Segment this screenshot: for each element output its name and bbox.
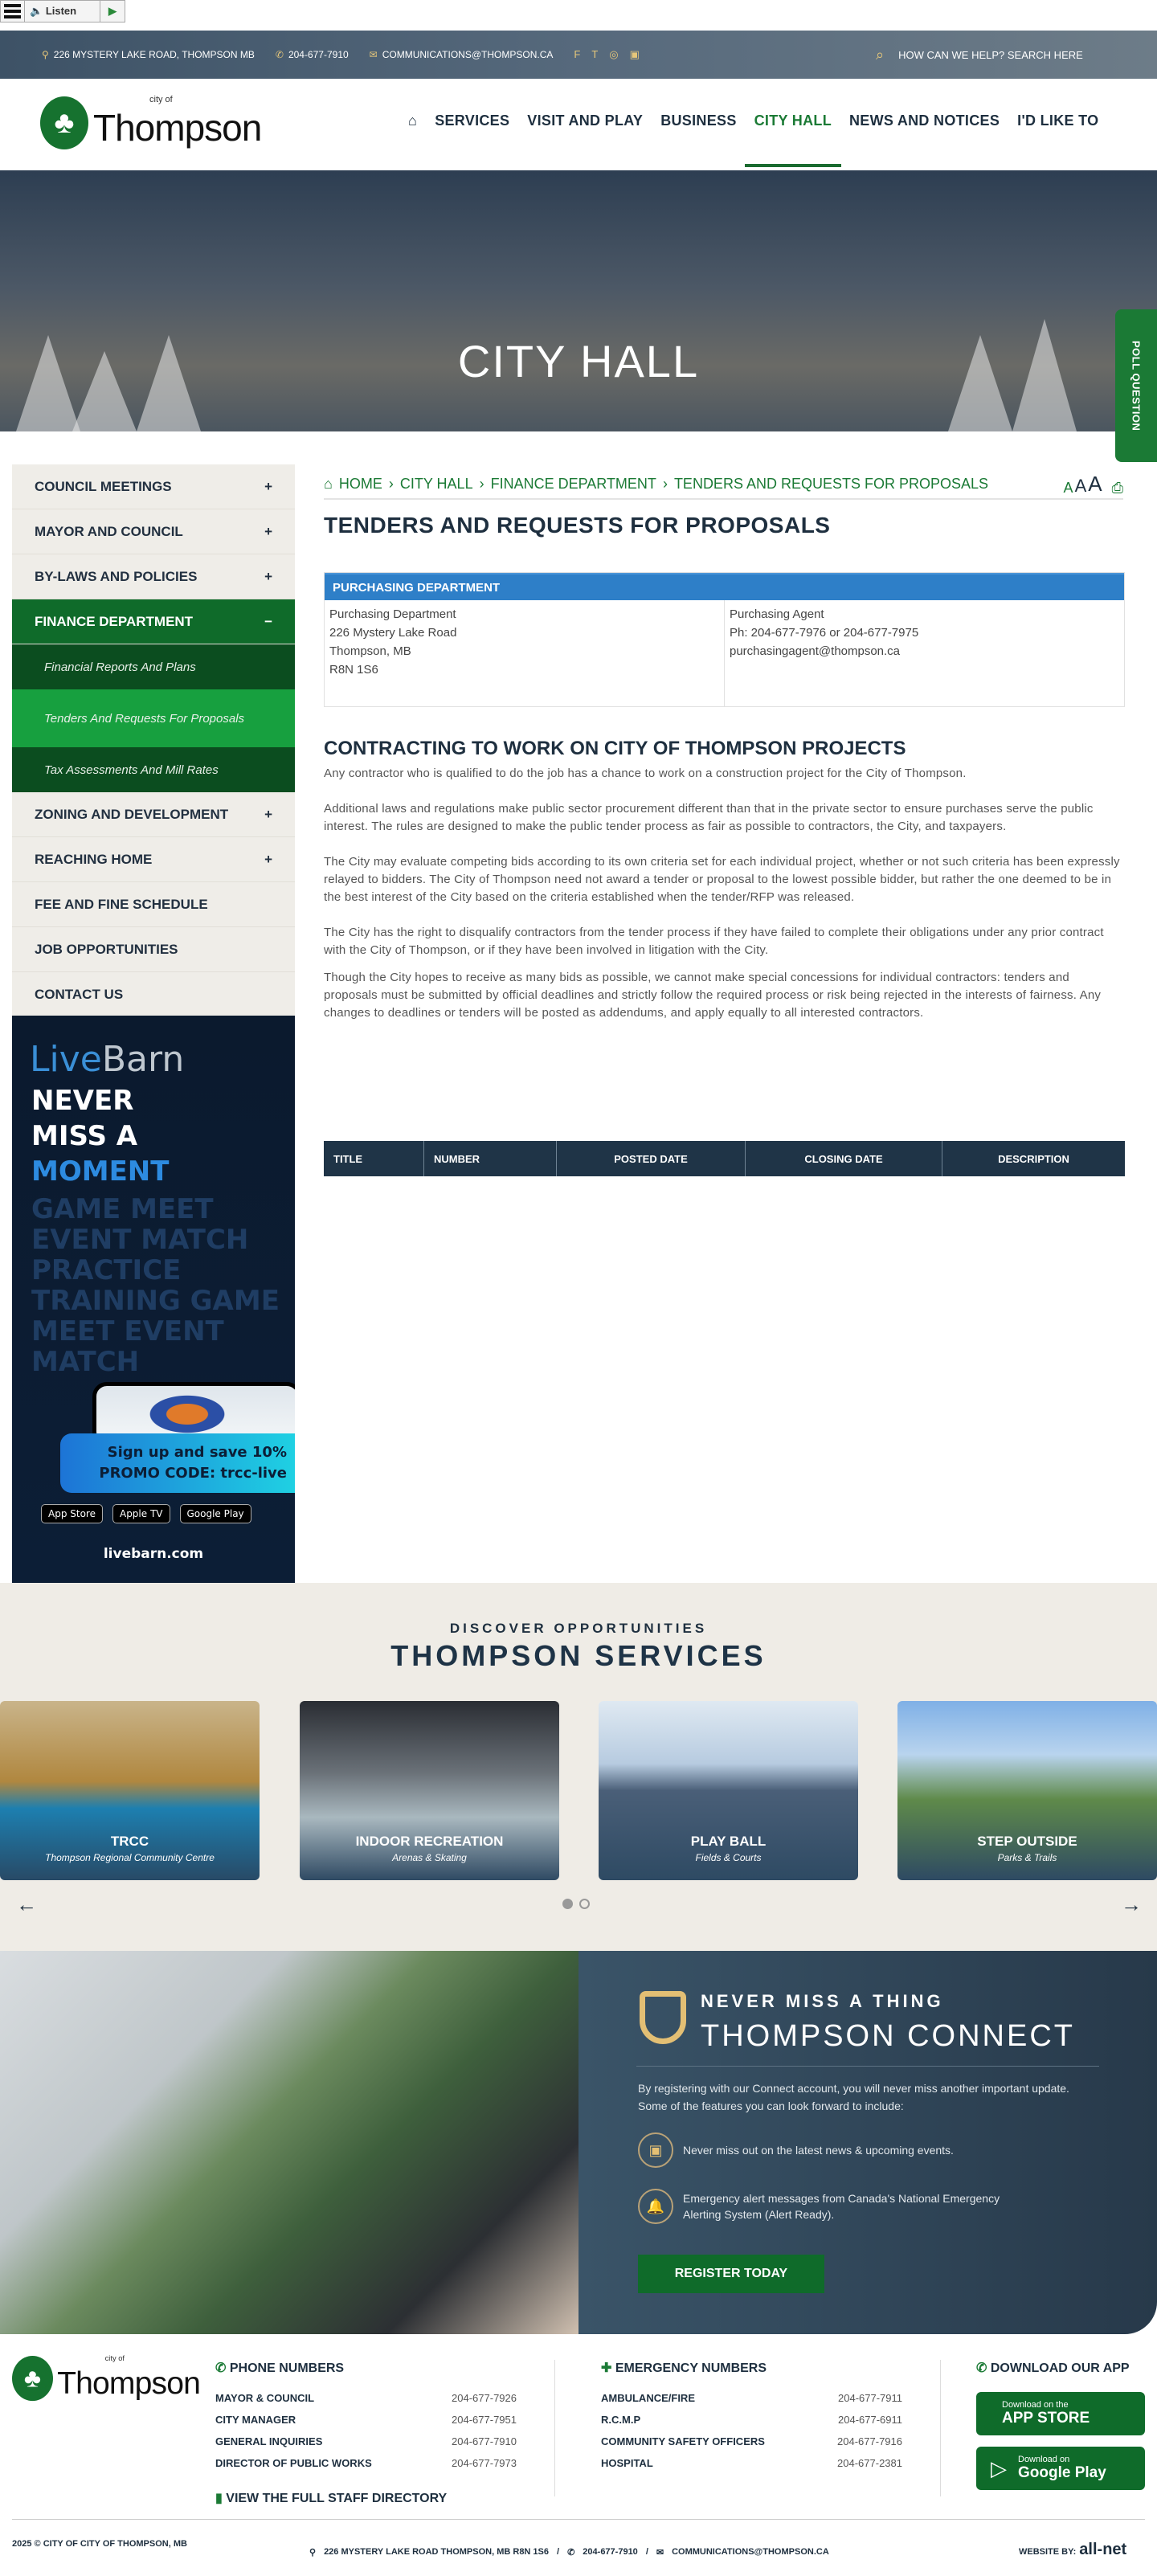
livebarn-logo: LiveBarn xyxy=(30,1039,185,1080)
carousel-dot-2[interactable] xyxy=(579,1899,590,1909)
sidebar-item-zoning[interactable]: ZONING AND DEVELOPMENT + xyxy=(12,792,295,837)
nav-city-hall[interactable]: CITY HALL xyxy=(754,112,832,129)
copyright: 2025 © CITY OF CITY OF THOMPSON, MB xyxy=(12,2539,187,2549)
flickr-icon[interactable]: ▣ xyxy=(629,48,640,60)
body-text: Any contractor who is qualified to do the job has a chance to work on a construction project for the City of Thompson. Additional laws and regulations make public sector procurement different than that in the private sector to ensure purchases serve the public interest. The rules are designed to make the public tender process as fair as possible to contractors, the City, and taxpayers. The City may evaluate competing bids according to its own criteria set for each individual project, whether or not such criteria has been expressly relayed to bidders. The City of Thompson need not award a tender or proposal to the lowest possible bidder, but rather the one deemed to be in the best interest of the City based on the criteria established when the tender/RFP was released. The City has the right to disqualify contractors from the tender process if they have failed to complete their obligations under any prior contract with the City of Thompson, or if they have been involved in litigation with the City. Though the City hopes to receive as many bids as possible, we cannot make special concessions for individual contractors: tenders and proposals must be submitted by official deadlines and strictly follow the required process or risk being rejected in the interests of fairness. Any changes to deadlines or tenders will be posted as addendums, and apply equally to all interested contractors. xyxy=(324,767,1120,1020)
plus-icon[interactable]: + xyxy=(264,478,272,494)
calendar-icon: ▣ xyxy=(638,2132,673,2168)
breadcrumb-current: TENDERS AND REQUESTS FOR PROPOSALS xyxy=(673,475,989,492)
shield-icon xyxy=(640,1991,686,2044)
play-icon[interactable]: ▶ xyxy=(108,5,117,17)
font-medium-button[interactable]: A xyxy=(1074,475,1087,496)
purchasing-contact-table: PURCHASING DEPARTMENT Purchasing Department 226 Mystery Lake Road Thompson, MB R8N 1S6 Purchasing Agent Ph: 204-677-7976 or 204-677-7975 purchasingagent@thompson.ca xyxy=(324,572,1125,707)
page-title: TENDERS AND REQUESTS FOR PROPOSALS xyxy=(324,513,831,538)
register-today-button[interactable]: REGISTER TODAY xyxy=(638,2255,824,2293)
print-icon[interactable]: ⎙ xyxy=(1111,479,1123,496)
facebook-icon[interactable]: F xyxy=(574,48,581,60)
service-card-indoor-recreation[interactable]: INDOOR RECREATION Arenas & Skating xyxy=(300,1701,559,1880)
sidebar-item-by-laws[interactable]: BY-LAWS AND POLICIES + xyxy=(12,554,295,599)
instagram-icon[interactable]: ◎ xyxy=(609,48,619,60)
phone-link[interactable]: ✆ 204-677-7910 xyxy=(275,49,349,60)
thompson-connect-section: NEVER MISS A THING THOMPSON CONNECT By registering with our Connect account, you will never miss another important update. Some of the features you can look forward to include: ▣ Never miss out on the latest news & upcoming events. 🔔 Emergency alert messages from Canada's National Emergency Alerting System (Alert Ready). REGISTER TODAY xyxy=(578,1951,1157,2334)
sidebar-item-contact-us[interactable]: CONTACT US xyxy=(12,972,295,1017)
column-title[interactable]: TITLE xyxy=(324,1141,424,1176)
column-posted-date[interactable]: POSTED DATE xyxy=(557,1141,746,1176)
footer-logo[interactable]: ♣ city of Thompson xyxy=(12,2356,200,2401)
envelope-icon: ✉ xyxy=(369,49,378,60)
website-credit[interactable]: WEBSITE BY: all-net xyxy=(1019,2541,1127,2558)
arrow-right-icon[interactable]: → xyxy=(1121,1892,1142,1916)
tree-logo-icon: ♣ xyxy=(12,2356,53,2401)
arrow-left-icon[interactable]: ← xyxy=(16,1892,37,1916)
menu-icon[interactable] xyxy=(1,1,25,22)
map-pin-icon: ⚲ xyxy=(42,49,49,60)
sidebar-item-mayor-and-council[interactable]: MAYOR AND COUNCIL + xyxy=(12,509,295,554)
plus-icon[interactable]: + xyxy=(264,523,272,539)
sidebar-subitem-tax-assessments[interactable]: Tax Assessments And Mill Rates xyxy=(12,747,295,792)
nav-business[interactable]: BUSINESS xyxy=(660,112,737,129)
nav-news-and-notices[interactable]: NEWS AND NOTICES xyxy=(849,112,1000,129)
phone-numbers: ✆ PHONE NUMBERS MAYOR & COUNCIL 204-677-7926 CITY MANAGER 204-677-7951 GENERAL INQUIRIES 204-677-7910 DIRECTOR OF PUBLIC WORKS 204-677-7973 ▮ VIEW THE FULL STAFF DIRECTORY xyxy=(215,2361,517,2505)
sidebar-item-job-opportunities[interactable]: JOB OPPORTUNITIES xyxy=(12,927,295,972)
column-description[interactable]: DESCRIPTION xyxy=(998,1152,1069,1165)
twitter-icon[interactable]: T xyxy=(591,48,599,60)
sidebar-item-fee-schedule[interactable]: FEE AND FINE SCHEDULE xyxy=(12,882,295,927)
section-heading: CONTRACTING TO WORK ON CITY OF THOMPSON PROJECTS xyxy=(324,738,906,759)
column-number[interactable]: NUMBER xyxy=(424,1141,557,1176)
sidebar-subitem-financial-reports[interactable]: Financial Reports And Plans xyxy=(12,644,295,689)
search-input[interactable]: ⌕ HOW CAN WE HELP? SEARCH HERE xyxy=(876,46,1083,63)
app-store-badge[interactable]: App Store xyxy=(41,1504,103,1523)
font-large-button[interactable]: A xyxy=(1088,471,1102,496)
download-app: ✆ DOWNLOAD OUR APP xyxy=(976,2361,1130,2375)
home-icon[interactable]: ⌂ xyxy=(408,112,418,129)
nav-visit-and-play[interactable]: VISIT AND PLAY xyxy=(527,112,644,129)
sidebar-item-finance-department[interactable]: FINANCE DEPARTMENT − xyxy=(12,599,295,644)
sidebar-nav xyxy=(12,464,295,1017)
emergency-numbers: ✚ EMERGENCY NUMBERS AMBULANCE/FIRE 204-677-7911 R.C.M.P 204-677-6911 COMMUNITY SAFETY OFFICERS 204-677-7916 HOSPITAL 204-677-2381 xyxy=(601,2361,902,2469)
envelope-icon: ✉ xyxy=(656,2548,664,2558)
footer-contact: ⚲ 226 MYSTERY LAKE ROAD THOMPSON, MB R8N 1S6 / ✆ 204-677-7910 / ✉ COMMUNICATIONS@THOMPSON.CA xyxy=(309,2547,829,2558)
poll-question-tab[interactable]: POLL QUESTION xyxy=(1115,309,1157,462)
hero-title: CITY HALL xyxy=(457,336,700,386)
nav-id-like-to[interactable]: I'D LIKE TO xyxy=(1017,112,1099,129)
tree-logo-icon: ♣ xyxy=(40,96,88,149)
google-play-badge[interactable]: Google Play xyxy=(180,1504,251,1523)
minus-icon[interactable]: − xyxy=(264,613,272,629)
map-pin-icon: ⚲ xyxy=(309,2548,317,2558)
play-store-icon: ▷ xyxy=(991,2455,1007,2480)
app-store-button[interactable]: Download on the APP STORE xyxy=(976,2392,1145,2435)
service-card-play-ball[interactable]: PLAY BALL Fields & Courts xyxy=(599,1701,858,1880)
phone-icon: ✆ xyxy=(567,2548,575,2558)
nav-services[interactable]: SERVICES xyxy=(435,112,510,129)
tenders-table-header xyxy=(324,1141,1125,1176)
main-nav xyxy=(408,112,1098,129)
service-card-trcc[interactable]: TRCC Thompson Regional Community Centre xyxy=(0,1701,260,1880)
apple-tv-badge[interactable]: Apple TV xyxy=(112,1504,170,1523)
column-closing-date[interactable]: CLOSING DATE xyxy=(746,1141,942,1176)
hero-banner xyxy=(0,170,1157,431)
font-small-button[interactable]: A xyxy=(1063,479,1073,496)
service-card-step-outside[interactable]: STEP OUTSIDE Parks & Trails xyxy=(897,1701,1157,1880)
medical-icon: ✚ xyxy=(601,2361,612,2375)
breadcrumb-finance[interactable]: FINANCE DEPARTMENT xyxy=(490,475,656,492)
phone-icon: ✆ xyxy=(215,2361,227,2375)
book-icon: ▮ xyxy=(215,2492,223,2505)
google-play-button[interactable]: ▷ Download on Google Play xyxy=(976,2447,1145,2490)
search-icon: ⌕ xyxy=(876,46,885,63)
plus-icon[interactable]: + xyxy=(264,568,272,584)
phone-icon: ✆ xyxy=(976,2361,987,2375)
top-bar xyxy=(0,31,1157,79)
listen-label[interactable]: 🔈 Listen xyxy=(25,1,100,22)
home-icon[interactable]: ⌂ xyxy=(324,475,333,492)
plus-icon[interactable]: + xyxy=(264,851,272,867)
city-logo[interactable]: ♣ city of Thompson xyxy=(40,96,261,149)
carousel-dot-1[interactable] xyxy=(562,1899,573,1909)
breadcrumb: ⌂ HOME › CITY HALL › FINANCE DEPARTMENT › TENDERS AND REQUESTS FOR PROPOSALS A A A ⎙ xyxy=(324,469,1123,500)
staff-directory-link[interactable]: ▮ VIEW THE FULL STAFF DIRECTORY xyxy=(215,2492,448,2505)
ad-background-words: GAME MEET EVENT MATCH PRACTICE TRAINING GAME MEET EVENT MATCH xyxy=(31,1193,280,1378)
plus-icon[interactable]: + xyxy=(264,806,272,822)
purchasing-email-link[interactable]: purchasingagent@thompson.ca xyxy=(730,644,901,658)
listen-button[interactable] xyxy=(0,0,125,22)
sidebar-item-reaching-home[interactable]: REACHING HOME + xyxy=(12,837,295,882)
livebarn-ad[interactable]: LiveBarn NEVER MISS A MOMENT GAME MEET EVENT MATCH PRACTICE TRAINING GAME MEET EVENT MATCH Sign up and save 10% PROMO CODE: trcc-live App Store Apple TV Google Play livebarn.com xyxy=(12,1016,295,1583)
bell-icon: 🔔 xyxy=(638,2189,673,2224)
laptop-website-image xyxy=(0,1951,578,2334)
breadcrumb-home[interactable]: HOME xyxy=(338,475,382,492)
sidebar-subitem-tenders[interactable]: Tenders And Requests For Proposals xyxy=(12,689,295,747)
phone-icon: ✆ xyxy=(275,49,284,60)
services-section: DISCOVER OPPORTUNITIES THOMPSON SERVICES TRCC Thompson Regional Community Centre INDOOR RECREATION Arenas & Skating PLAY BALL Fields & Courts STEP OUTSIDE Parks & Trails xyxy=(0,1583,1157,1951)
address-link[interactable]: ⚲ 226 MYSTERY LAKE ROAD, THOMPSON MB xyxy=(42,49,255,60)
email-link[interactable]: ✉ COMMUNICATIONS@THOMPSON.CA xyxy=(369,49,554,60)
sidebar-item-council-meetings[interactable]: COUNCIL MEETINGS + xyxy=(12,464,295,509)
breadcrumb-city-hall[interactable]: CITY HALL xyxy=(399,475,473,492)
carousel-dots xyxy=(562,1899,590,1909)
